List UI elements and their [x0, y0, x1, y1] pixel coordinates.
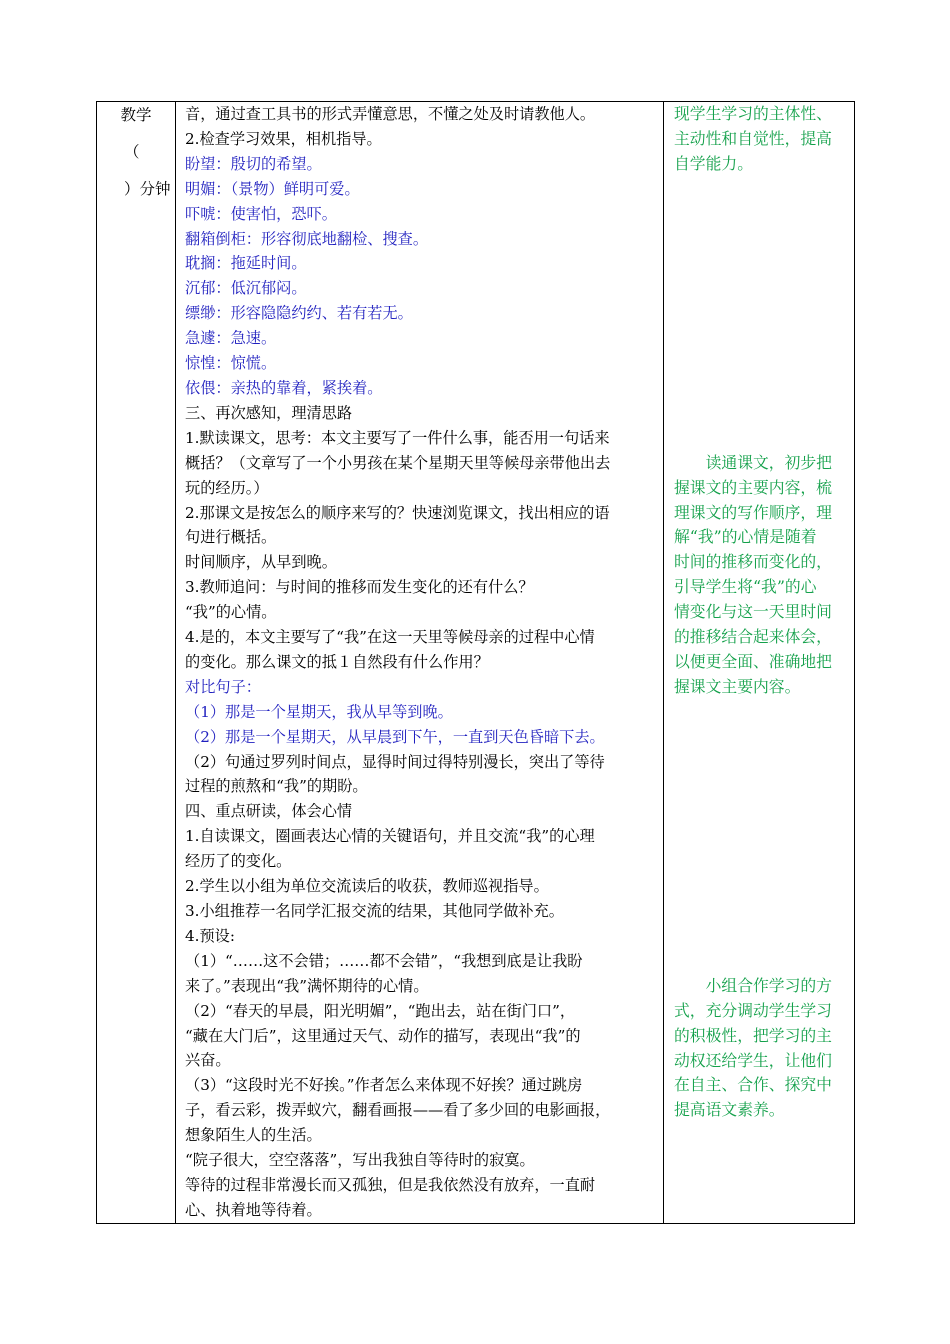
design-intent-cell — [664, 102, 855, 1224]
note-line: 自学能力。 — [674, 153, 753, 173]
content-line: 3.小组推荐一名同学汇报交流的结果，其他同学做补充。 — [185, 902, 564, 920]
content-line: （1）“……这不会错；……都不会错”，“我想到底是让我盼 — [185, 951, 583, 970]
design-notes — [664, 102, 854, 1123]
content-line: （2）句通过罗列时间点，显得时间过得特别漫长，突出了等待 — [185, 752, 605, 771]
content-line: 玩的经历。） — [185, 478, 269, 497]
note-line: 情变化与这一天里时间 — [674, 602, 832, 622]
content-line: 时间顺序，从早到晚。 — [185, 553, 337, 572]
note-self-study — [674, 102, 844, 177]
content-line: 过程的煎熬和“我”的期盼。 — [185, 777, 368, 796]
content-line: “院子很大，空空落落”，写出我独自等待时的寂寞。 — [185, 1151, 535, 1170]
content-line: 吓唬：使害怕，恐吓。 — [185, 204, 337, 223]
note-line: 式，充分调动学生学习 — [674, 1000, 832, 1020]
note-line: 读通课文，初步把 — [705, 452, 832, 472]
content-line: 急遽：急速。 — [185, 329, 277, 348]
content-line: （1）那是一个星期天，我从早等到晚。 — [185, 702, 453, 721]
note-group-cooperation — [674, 974, 844, 1123]
content-line: 想象陌生人的生活。 — [185, 1126, 322, 1145]
content-line: 依偎：亲热的靠着，紧挨着。 — [185, 378, 383, 397]
content-line: 对比句子： — [185, 677, 261, 696]
content-line: 音，通过查工具书的形式弄懂意思，不懂之处及时请教他人。 — [185, 105, 596, 123]
content-line: “我”的心情。 — [185, 603, 277, 622]
content-line: 缥缈：形容隐隐约约、若有若无。 — [185, 304, 413, 323]
note-line: 现学生学习的主体性、 — [674, 104, 832, 123]
teaching-label: 教学 — [120, 106, 152, 124]
note-line: 解“我”的心情是随着 — [674, 527, 817, 547]
content-line: 1.自读课文，圈画表达心情的关键语句，并且交流“我”的心理 — [185, 827, 595, 846]
note-line: 小组合作学习的方 — [705, 975, 832, 995]
content-line: 2.检查学习效果，相机指导。 — [185, 129, 382, 148]
note-line: 引导学生将“我”的心 — [674, 577, 817, 597]
content-line: （3）“这段时光不好挨。”作者怎么来体现不好挨？通过跳房 — [185, 1076, 583, 1095]
content-line: 盼望：殷切的希望。 — [185, 154, 322, 173]
content-line: 句进行概括。 — [185, 528, 277, 547]
content-line: 沉郁：低沉郁闷。 — [185, 279, 307, 298]
content-cell — [176, 102, 664, 1224]
lesson-plan-table — [96, 101, 855, 1224]
content-line: 来了。”表现出“我”满怀期待的心情。 — [185, 976, 429, 995]
table-row — [97, 102, 855, 1224]
content-line: 三、再次感知，理清思路 — [185, 403, 353, 422]
time-cell — [97, 102, 176, 1224]
note-line: 主动性和自觉性，提高 — [674, 128, 832, 148]
content-line: 明媚：（景物）鲜明可爱。 — [185, 179, 360, 198]
note-line: 在自主、合作、探究中 — [674, 1075, 832, 1095]
content-line: 耽搁：拖延时间。 — [185, 254, 307, 273]
content-line: 兴奋。 — [185, 1051, 231, 1070]
content-line: 2.那课文是按怎么的顺序来写的？快速浏览课文，找出相应的语 — [185, 503, 610, 522]
content-line: （2）“春天的早晨，阳光明媚”，“跑出去，站在街门口”， — [185, 1001, 576, 1020]
content-line: 翻箱倒柜：形容彻底地翻检、搜查。 — [185, 229, 428, 248]
teaching-content — [176, 102, 663, 1223]
note-line: 握课文主要内容。 — [674, 676, 801, 696]
note-reading-overview — [674, 451, 844, 700]
content-line: 概括？（文章写了一个小男孩在某个星期天里等候母亲带他出去 — [185, 453, 611, 472]
content-line: 心、执着地等待着。 — [185, 1200, 322, 1219]
minutes-label: ）分钟 — [124, 180, 171, 198]
note-line: 动权还给学生，让他们 — [674, 1050, 832, 1070]
content-line: 经历了的变化。 — [185, 852, 292, 871]
note-line: 提高语文素养。 — [674, 1100, 785, 1120]
content-line: 惊惶：惊慌。 — [185, 354, 277, 373]
content-line: 的变化。那么课文的抵１自然段有什么作用？ — [185, 652, 489, 671]
content-line: 等待的过程非常漫长而又孤独，但是我依然没有放弃，一直耐 — [185, 1175, 596, 1194]
note-line: 理课文的写作顺序，理 — [674, 502, 832, 522]
note-line: 的积极性，把学习的主 — [674, 1025, 832, 1045]
note-line: 握课文的主要内容，梳 — [674, 477, 832, 497]
paren-open: （ — [124, 143, 140, 161]
note-line: 时间的推移而变化的， — [674, 552, 832, 572]
content-line: 四、重点研读，体会心情 — [185, 802, 353, 821]
content-line: 子，看云彩，拨弄蚁穴，翻看画报——看了多少回的电影画报， — [185, 1101, 611, 1120]
content-line: 4.是的，本文主要写了“我”在这一天里等候母亲的过程中心情 — [185, 628, 595, 647]
content-line: （2）那是一个星期天，从早晨到下午，一直到天色昏暗下去。 — [185, 727, 605, 746]
content-line: “藏在大门后”，这里通过天气、动作的描写，表现出“我”的 — [185, 1026, 581, 1045]
content-line: 4.预设: — [185, 926, 235, 945]
content-line: 2.学生以小组为单位交流读后的收获，教师巡视指导。 — [185, 877, 549, 896]
content-line: 1.默读课文，思考：本文主要写了一件什么事，能否用一句话来 — [185, 428, 610, 447]
note-line: 的推移结合起来体会， — [674, 627, 832, 647]
content-line: 3.教师追问：与时间的推移而发生变化的还有什么？ — [185, 578, 534, 597]
note-line: 以便更全面、准确地把 — [674, 651, 832, 671]
